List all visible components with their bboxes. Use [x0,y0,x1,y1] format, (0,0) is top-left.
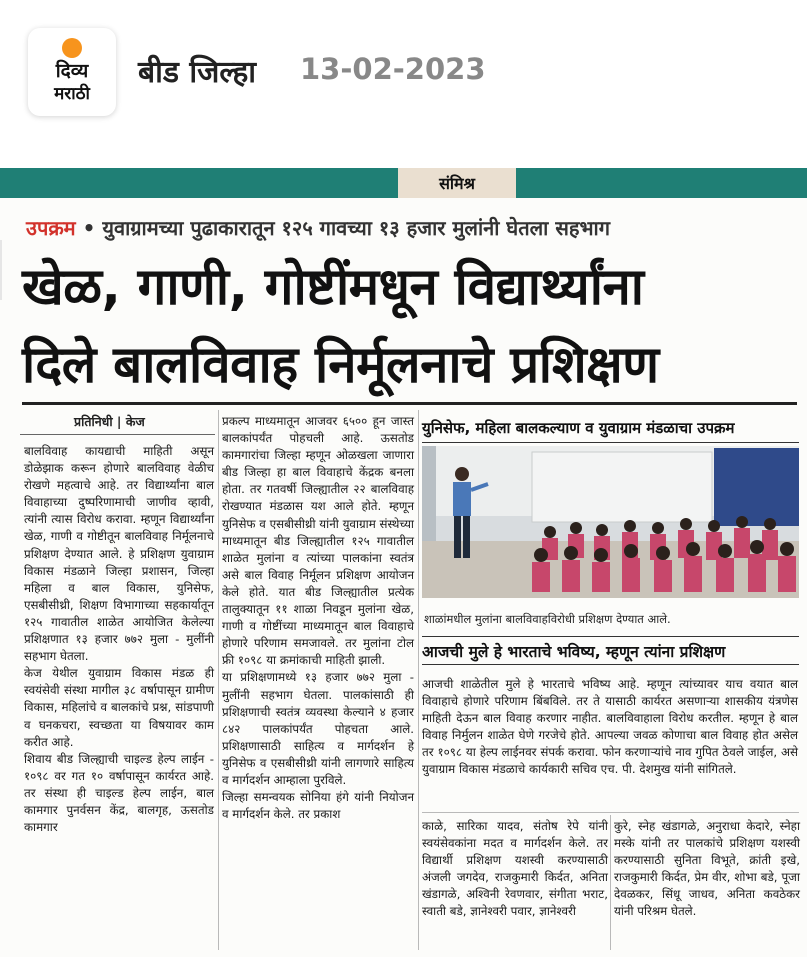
photo-title-rule [422,442,799,443]
column-divider [218,410,219,950]
edition-date: 13-02-2023 [300,52,486,86]
classroom-photo[interactable] [422,446,799,598]
article-column-4: कुरे, स्नेह खंडागळे, अनुराधा केदारे, स्नेहा मस्के यांनी तर पालकांचे प्रशिक्षण यशस्वी करण्यासाठी सुनिता विभूते, क्रांती इखे, राजकुमारी किर्दत, प्रेम वीर, शोभा बडे, पूजा देवळकर, सिंधू जाधव, अनिता कवठेकर यांनी परिश्रम घेतले. [614,819,800,919]
kicker-separator: • [82,216,96,240]
sub-story-body: आजची शाळेतील मुले हे भारताचे भविष्य आहे. म्हणून त्यांच्यावर याच वयात बाल विवाहाचे होणारे परिणाम बिंबविले. तर ते यासाठी कार्यरत असणाऱ्या शासकीय यंत्रणेस माहिती देऊन बाल विवाह करणार नाहीत. बालविवाहाला विरोध करतील. म्हणून हे बाल विवाह निर्मुलन शाळेत घेणे गरजेचे होते. आपल्या जवळ कोणाचा बाल विवाह होत असेल तर १०९८ या हेल्प लाईनवर संपर्क करावा. फोन करणाऱ्यांचे नाव गुपित ठेवले जाईल, असे युवाग्राम विकास मंडळाचे कार्यकारी सचिव एच. पी. देशमुख यांनी सांगितले. [422,677,798,777]
subhead-rule [422,664,799,665]
sub-headline: आजची मुले हे भारताचे भविष्य, म्हणून त्यांना प्रशिक्षण [422,643,726,661]
col1-paragraph: केज येथील युवाग्राम विकास मंडळ ही स्वयंसेवी संस्था मागील ३८ वर्षापासून ग्रामीण विकास, महिलांचे व बालकांचे प्रश्न, सांडपाणी व घनकचरा, स्वच्छता या विषयावर काम करीत आहे. [24,666,214,749]
page-edge-divider [0,240,2,300]
kicker-text: युवाग्रामच्या पुढाकारातून १२५ गावच्या १३ हजार मुलांनी घेतला सहभाग [102,216,610,240]
article-column-3: काळे, सारिका यादव, संतोष रेपे यांनी स्वयंसेवकांना मदत व मार्गदर्शन केले. तर विद्यार्थी प्रशिक्षण यशस्वी करण्यासाठी अंजली जगदेव, राजकुमारी किर्दत, अनिता खंडागळे, अश्विनी रेवणवार, संगीता भराट, स्वाती बडे, ज्ञानेश्वरी पवार, ज्ञानेश्वरी [422,819,608,919]
section-tag: संमिश्र [398,168,516,200]
kicker-label: उपक्रम [26,216,76,240]
divya-marathi-logo[interactable] [28,28,116,116]
logo-line-2: मराठी [54,84,90,104]
article-column-1 [24,443,214,836]
logo-sun-icon [62,38,82,58]
photo-title: युनिसेफ, महिला बालकल्याण व युवाग्राम मंडळाचा उपक्रम [422,419,735,437]
byline-rule [20,434,215,435]
headline-line-1: खेळ, गाणी, गोष्टींमधून विद्यार्थ्यांना [22,258,644,317]
col2-paragraph: प्रकल्प माध्यमातून आजवर ६५०० हून जास्त बालकांपर्यंत पोहचली आहे. ऊसतोड कामगारांचा जिल्हा म्हणून ओळखला जाणारा बीड जिल्हा हा बाल विवाहाचे केंद्रक बनला होता. तर गतवर्षी जिल्ह्यातील २२ बालविवाह रोखण्यात मंडळास यश आले होते. म्हणून युनिसेफ व एसबीसीथ्री यांनी युवाग्राम संस्थेच्या माध्यमातून बीड जिल्ह्यातील १२५ गावातील शाळेत मुलांना व त्यांच्या पालकांना स्वतंत्र असे बाल विवाह निर्मूलन प्रशिक्षण आयोजन केले होते. यात बीड जिल्ह्यातील प्रत्येक तालुक्यातून ११ शाळा निवडून मुलांना खेळ, गाणी व गोष्टींच्या माध्यमातून बाल विवाहाचे होणारे परिणाम समजावले. तर मुलांना टोल फ्री १०९८ या क्रमांकाची माहिती झाली. [222,414,414,668]
app-header [0,0,807,168]
headline-line-2: दिले बालविवाह निर्मूलनाचे प्रशिक्षण [22,336,659,395]
sub-story-end-rule [422,812,799,813]
col2-paragraph: जिल्हा समन्वयक सोनिया हंगे यांनी नियोजन व मार्गदर्शन केले. तर प्रकाश [222,790,414,822]
column-divider [610,815,611,950]
photo-caption: शाळांमधील मुलांना बालविवाहविरोधी प्रशिक्षण देण्यात आले. [424,612,671,626]
article-kicker [26,214,610,241]
byline: प्रतिनिधी | केज [74,414,145,429]
edition-title: बीड जिल्हा [138,55,257,90]
col1-paragraph: शिवाय बीड जिल्ह्याची चाइल्ड हेल्प लाईन - १०९८ वर गत १० वर्षापासून कार्यरत आहे. तर संस्था ही चाइल्ड हेल्प लाईन, बाल कामगार पुनर्वसन केंद्र, बालगृह, ऊसतोड कामगार [24,751,214,835]
article-column-2 [222,413,414,823]
headline-rule [22,402,797,405]
subhead-top-rule [422,636,799,637]
logo-line-1: दिव्य [55,60,89,82]
classroom-photo-illustration [422,446,799,598]
col1-paragraph: बालविवाह कायद्याची माहिती असून डोळेझाक करून होणारे बालविवाह वेळीच रोखणे महत्वाचे आहे. तर विद्यार्थ्यांना बाल विवाहाच्या दुष्परिणामाची जाणीव व्हावी, त्यांनी त्यास विरोध करावा. म्हणून विद्यार्थ्यांना खेळ, गाणी व गोष्टीतून बालविवाह निर्मूलनाचे प्रशिक्षण देण्यात आले. हे प्रशिक्षण युवाग्राम विकास मंडळाने जिल्हा प्रशासन, जिल्हा महिला व बाल विकास, युनिसेफ, एसबीसीथ्री, शिक्षण विभागाच्या सहकार्यातून १२५ गावातील शाळेत आयोजित केलेल्या प्रशिक्षणात १३ हजार ७७२ मुला - मुलींनी सहभाग घेतला. [24,444,214,664]
column-divider [418,410,419,950]
col2-paragraph: या प्रशिक्षणामध्ये १३ हजार ७७२ मुला - मुलींनी सहभाग घेतला. पालकांसाठी ही प्रशिक्षणाची स्वतंत्र व्यवस्था केल्याने ४ हजार ८४२ पालकांपर्यंत पोहचता आले. प्रशिक्षणासाठी साहित्य व मार्गदर्शन हे युनिसेफ व एसबीसीथ्री यांनी लागणारे साहित्य व मार्गदर्शन आम्हाला पुरविले. [222,670,414,787]
